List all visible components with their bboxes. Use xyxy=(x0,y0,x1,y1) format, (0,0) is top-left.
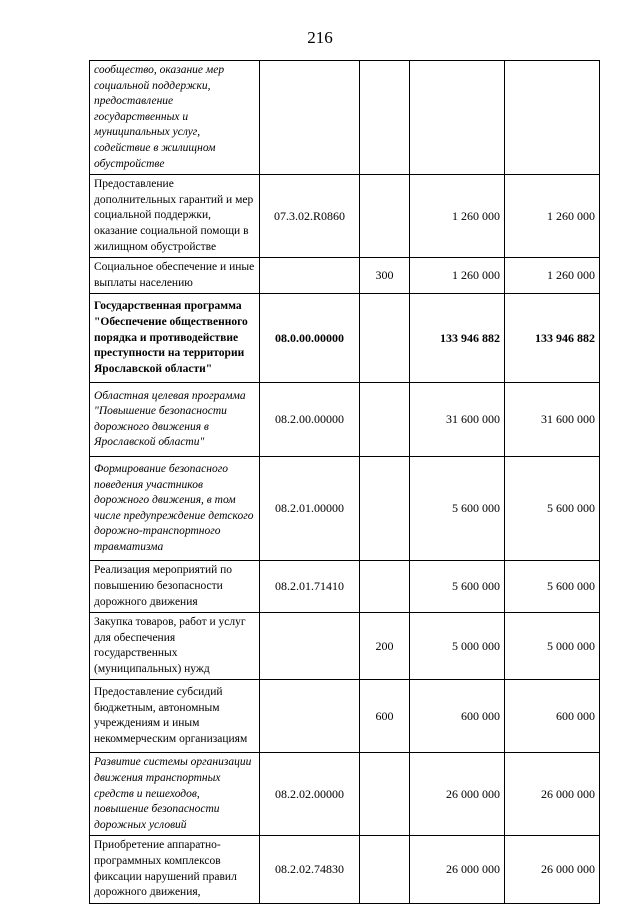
row-sum-year1-cell: 31 600 000 xyxy=(410,383,505,457)
row-code-cell: 08.0.00.00000 xyxy=(260,294,360,383)
row-sum-year1-cell: 5 600 000 xyxy=(410,457,505,561)
row-name-cell: Реализация мероприятий по повышению безопасности дорожного движения xyxy=(90,561,260,613)
row-sum-year1-cell: 5 600 000 xyxy=(410,561,505,613)
row-name-cell: Предоставление субсидий бюджетным, автономным учреждениям и иным некоммерческим организациям xyxy=(90,680,260,753)
row-sum-year1-cell: 600 000 xyxy=(410,680,505,753)
row-name-cell: Областная целевая программа "Повышение безопасности дорожного движения в Ярославской области" xyxy=(90,383,260,457)
row-sum-year2-cell: 31 600 000 xyxy=(505,383,600,457)
row-sum-year2-cell: 5 600 000 xyxy=(505,457,600,561)
row-name-cell: Закупка товаров, работ и услуг для обеспечения государственных (муниципальных) нужд xyxy=(90,613,260,680)
row-name-cell: Приобретение аппаратно-программных комплексов фиксации нарушений правил дорожного движения, xyxy=(90,836,260,903)
row-code-cell xyxy=(260,680,360,753)
row-expense-type-cell xyxy=(360,61,410,175)
row-sum-year1-cell: 26 000 000 xyxy=(410,753,505,836)
table-row xyxy=(90,175,600,258)
row-name-cell: Развитие системы организации движения транспортных средств и пешеходов, повышение безопасности дорожных условий xyxy=(90,753,260,836)
row-name-cell: Формирование безопасного поведения участников дорожного движения, в том числе предупреждение детского дорожно-транспортного травматизма xyxy=(90,457,260,561)
row-sum-year1-cell: 1 260 000 xyxy=(410,175,505,258)
row-expense-type-cell xyxy=(360,175,410,258)
row-sum-year2-cell: 1 260 000 xyxy=(505,258,600,294)
row-expense-type-cell xyxy=(360,457,410,561)
row-expense-type-cell xyxy=(360,561,410,613)
row-expense-type-cell xyxy=(360,836,410,903)
row-sum-year1-cell: 5 000 000 xyxy=(410,613,505,680)
table-row xyxy=(90,61,600,175)
row-code-cell: 08.2.01.71410 xyxy=(260,561,360,613)
table-row xyxy=(90,753,600,836)
table-row xyxy=(90,258,600,294)
row-code-cell: 08.2.00.00000 xyxy=(260,383,360,457)
row-code-cell: 08.2.02.00000 xyxy=(260,753,360,836)
row-code-cell: 08.2.01.00000 xyxy=(260,457,360,561)
row-sum-year2-cell: 1 260 000 xyxy=(505,175,600,258)
row-name-cell: Предоставление дополнительных гарантий и мер социальной поддержки, оказание социальной помощи в жилищном обустройстве xyxy=(90,175,260,258)
row-code-cell xyxy=(260,613,360,680)
table-row xyxy=(90,836,600,903)
row-name-cell: Государственная программа "Обеспечение общественного порядка и противодействие преступности на территории Ярославской области" xyxy=(90,294,260,383)
row-sum-year2-cell: 26 000 000 xyxy=(505,836,600,903)
row-name-cell: Социальное обеспечение и иные выплаты населению xyxy=(90,258,260,294)
row-code-cell xyxy=(260,258,360,294)
row-sum-year2-cell: 26 000 000 xyxy=(505,753,600,836)
row-sum-year1-cell: 1 260 000 xyxy=(410,258,505,294)
row-sum-year1-cell xyxy=(410,61,505,175)
table-row xyxy=(90,561,600,613)
row-sum-year2-cell: 5 000 000 xyxy=(505,613,600,680)
row-expense-type-cell xyxy=(360,294,410,383)
table-row xyxy=(90,294,600,383)
table-row xyxy=(90,613,600,680)
row-sum-year2-cell: 133 946 882 xyxy=(505,294,600,383)
row-expense-type-cell xyxy=(360,383,410,457)
table-row xyxy=(90,457,600,561)
row-sum-year1-cell: 26 000 000 xyxy=(410,836,505,903)
row-sum-year1-cell: 133 946 882 xyxy=(410,294,505,383)
row-expense-type-cell: 200 xyxy=(360,613,410,680)
row-name-cell: сообщество, оказание мер социальной поддержки, предоставление государственных и муниципальных услуг, содействие в жилищном обустройстве xyxy=(90,61,260,175)
page-number: 216 xyxy=(307,28,333,47)
row-code-cell xyxy=(260,61,360,175)
row-expense-type-cell: 300 xyxy=(360,258,410,294)
table-row xyxy=(90,680,600,753)
row-code-cell: 08.2.02.74830 xyxy=(260,836,360,903)
budget-table xyxy=(89,60,600,904)
row-expense-type-cell xyxy=(360,753,410,836)
table-row xyxy=(90,383,600,457)
row-sum-year2-cell: 5 600 000 xyxy=(505,561,600,613)
row-sum-year2-cell xyxy=(505,61,600,175)
budget-table-body xyxy=(90,61,600,904)
row-sum-year2-cell: 600 000 xyxy=(505,680,600,753)
row-code-cell: 07.3.02.R0860 xyxy=(260,175,360,258)
row-expense-type-cell: 600 xyxy=(360,680,410,753)
